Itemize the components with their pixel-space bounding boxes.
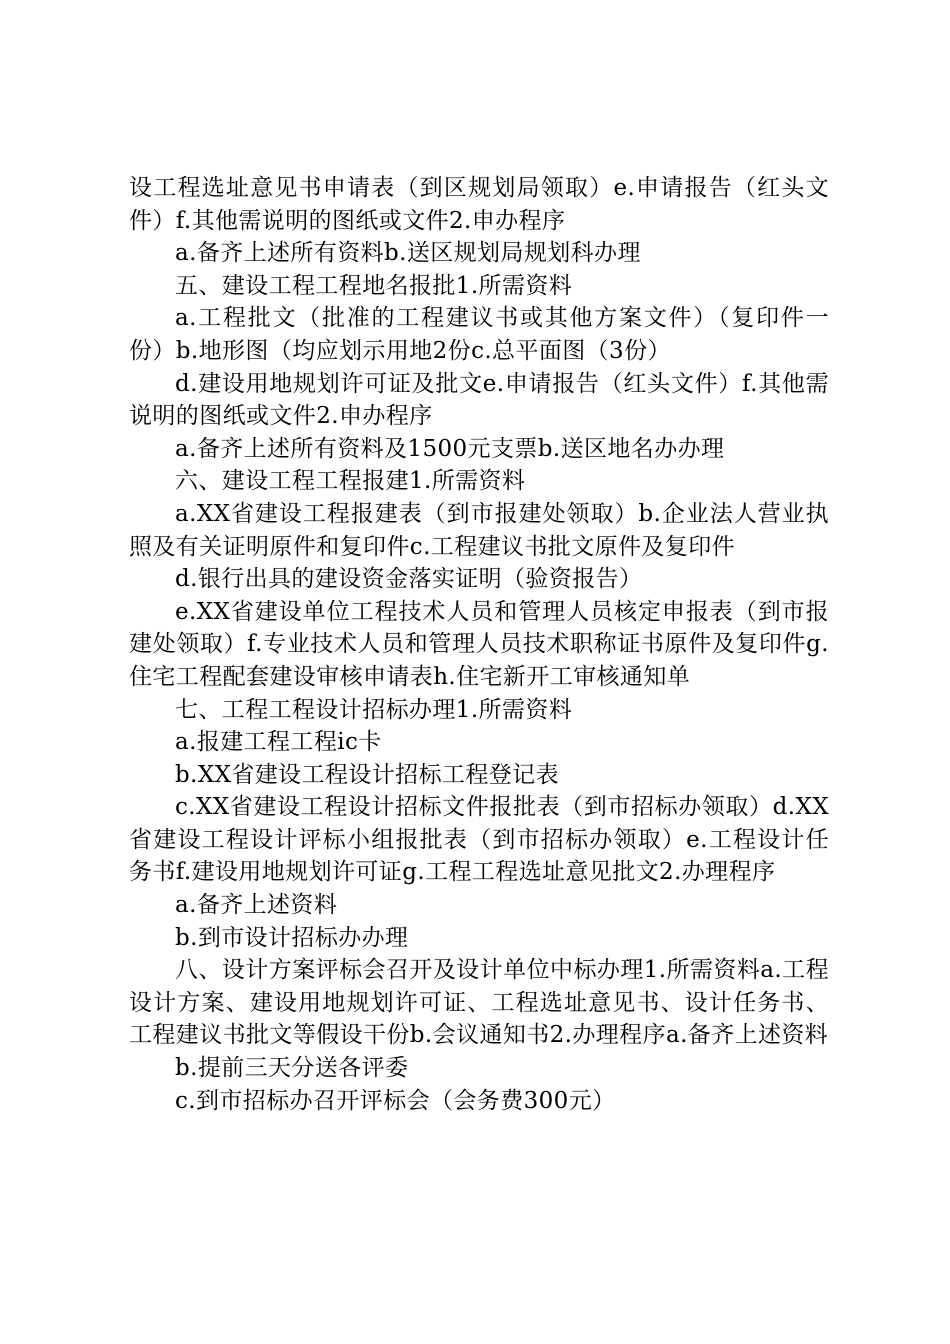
paragraph: b.提前三天分送各评委: [175, 1055, 409, 1082]
paragraph: a.工程批文（批准的工程建议书或其他方案文件）（复印件一份）b.地形图（均应划示用地2份c.总平面图（3份）: [129, 305, 829, 364]
paragraph: c.到市招标办召开评标会（会务费300元）: [175, 1087, 616, 1114]
section-heading: 六、建设工程工程报建1.所需资料: [175, 468, 526, 495]
paragraph: a.XX省建设工程报建表（到市报建处领取）b.企业法人营业执照及有关证明原件和复印件c.工程建议书批文原件及复印件: [129, 500, 829, 560]
paragraph: b.XX省建设工程设计招标工程登记表: [175, 761, 559, 788]
section-heading: 八、设计方案评标会召开及设计单位中标办理1.所需资料a.工程设计方案、建设用地规划许可证、工程选址意见书、设计任务书、工程建议书批文等假设干份b.会议通知书2.办理程序a.备齐上述资料: [129, 957, 829, 1049]
paragraph: a.备齐上述资料: [175, 892, 338, 919]
paragraph: c.XX省建设工程设计招标文件报批表（到市招标办领取）d.XX省建设工程设计评标小组报批表（到市招标办领取）e.工程设计任务书f.建设用地规划许可证g.工程工程选址意见批文2.办理程序: [129, 794, 829, 886]
section-heading: 五、建设工程工程地名报批1.所需资料: [175, 272, 573, 299]
paragraph: d.建设用地规划许可证及批文e.申请报告（红头文件）f.其他需说明的图纸或文件2.申办程序: [129, 370, 829, 430]
paragraph: e.XX省建设单位工程技术人员和管理人员核定申报表（到市报建处领取）f.专业技术人员和管理人员技术职称证书原件及复印件g.住宅工程配套建设审核申请表h.住宅新开工审核通知单: [129, 598, 829, 690]
paragraph: a.报建工程工程ic卡: [175, 729, 382, 756]
paragraph: b.到市设计招标办办理: [175, 924, 409, 951]
paragraph: 设工程选址意见书申请表（到区规划局领取）e.申请报告（红头文件）f.其他需说明的图纸或文件2.申办程序: [129, 175, 829, 234]
document-body: [129, 172, 829, 1117]
paragraph: a.备齐上述所有资料及1500元支票b.送区地名办办理: [175, 435, 725, 462]
section-heading: 七、工程工程设计招标办理1.所需资料: [175, 696, 573, 723]
paragraph: d.银行出具的建设资金落实证明（验资报告）: [175, 566, 643, 593]
paragraph: a.备齐上述所有资料b.送区规划局规划科办理: [175, 240, 641, 267]
